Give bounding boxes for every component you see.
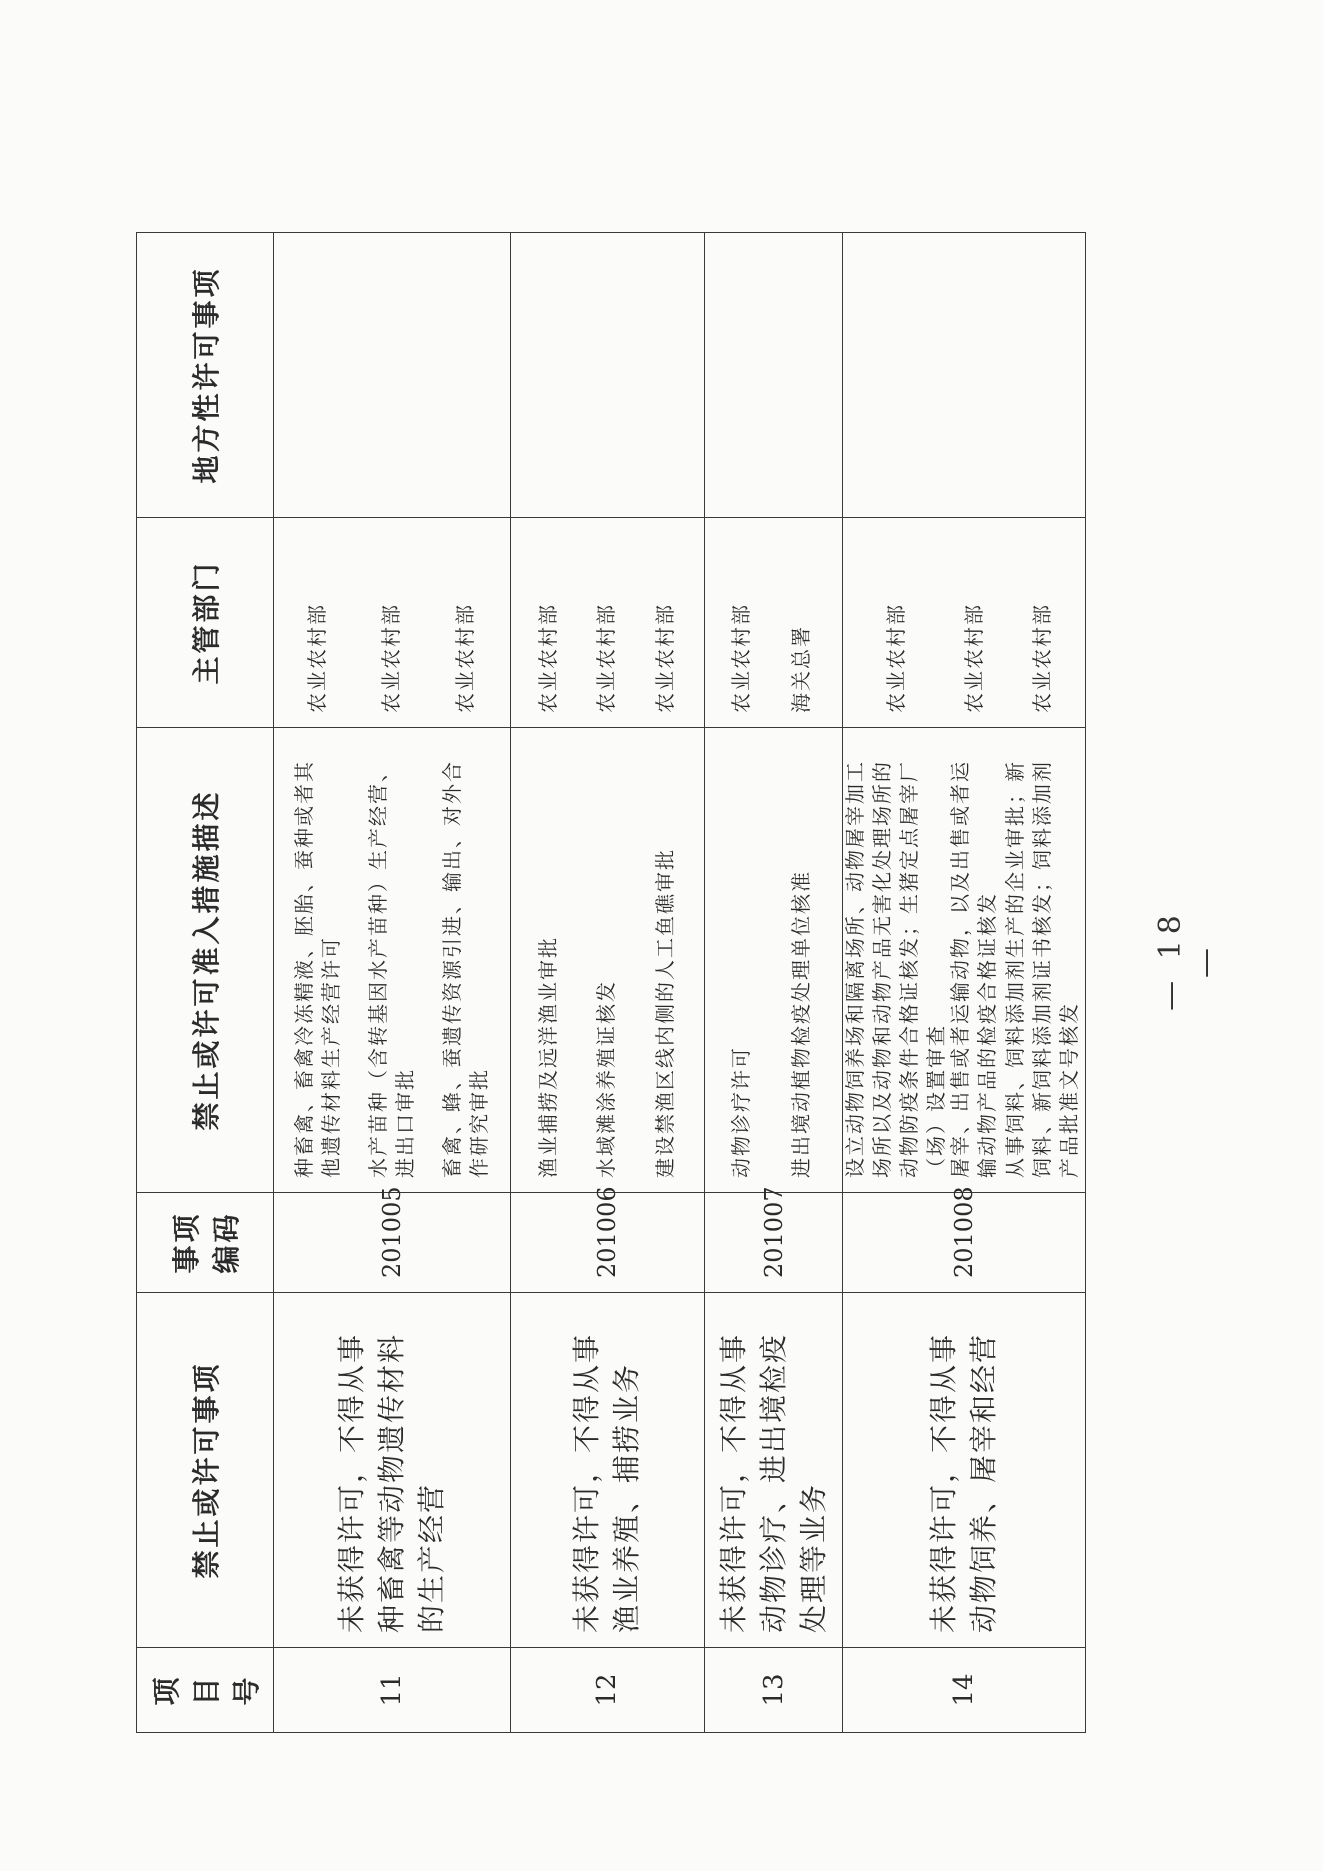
prohibited-item: 未获得许可，不得从事动物饲养、屠宰和经营 xyxy=(843,1293,1086,1648)
row-number: 11 xyxy=(274,1648,511,1733)
measure-text: 屠宰、出售或者运输动物，以及出售或者运输动物产品的检疫合格证核发 xyxy=(948,760,1000,1178)
measures-cell xyxy=(274,728,511,1193)
table-row xyxy=(705,233,843,1733)
table-header-row xyxy=(137,233,274,1733)
department-cell xyxy=(843,518,1086,728)
department-text: 农业农村部 xyxy=(883,603,908,713)
table-row xyxy=(843,233,1086,1733)
measure-text: 水产苗种（含转基因水产苗种）生产经营、进出口审批 xyxy=(365,760,417,1178)
department-text: 农业农村部 xyxy=(728,603,753,713)
table-row xyxy=(510,233,704,1733)
item-code: 201007 xyxy=(705,1193,843,1293)
row-number: 13 xyxy=(705,1648,843,1733)
item-code: 201005 xyxy=(274,1193,511,1293)
measures-cell xyxy=(843,728,1086,1193)
local-items-cell xyxy=(705,233,843,518)
department-text: 农业农村部 xyxy=(593,603,618,713)
department-text: 农业农村部 xyxy=(379,603,404,713)
local-items-cell xyxy=(510,233,704,518)
row-number: 12 xyxy=(510,1648,704,1733)
header-local-items: 地方性许可事项 xyxy=(137,233,274,518)
department-text: 农业农村部 xyxy=(652,603,677,713)
header-measures: 禁止或许可准入措施描述 xyxy=(137,728,274,1193)
department-text: 海关总署 xyxy=(788,625,813,713)
department-text: 农业农村部 xyxy=(453,603,478,713)
item-code: 201008 xyxy=(843,1193,1086,1293)
measure-text: 进出境动植物检疫处理单位核准 xyxy=(788,870,813,1178)
measure-text: 设立动物饲养场和隔离场所、动物屠宰加工场所以及动物和动物产品无害化处理场所的动物防疫条件合格证核发；生猪定点屠宰厂（场）设置审查 xyxy=(843,760,949,1178)
item-code: 201006 xyxy=(510,1193,704,1293)
header-project-no: 项目号 xyxy=(137,1648,274,1733)
department-cell xyxy=(705,518,843,728)
measure-text: 从事饲料、饲料添加剂生产的企业审批；新饲料、新饲料添加剂证书核发；饲料添加剂产品批准文号核发 xyxy=(1002,760,1081,1178)
local-items-cell xyxy=(843,233,1086,518)
row-number: 14 xyxy=(843,1648,1086,1733)
measure-text: 畜禽、蜂、蚕遗传资源引进、输出、对外合作研究审批 xyxy=(439,760,491,1178)
department-text: 农业农村部 xyxy=(535,603,560,713)
prohibited-item: 未获得许可，不得从事动物诊疗、进出境检疫处理等业务 xyxy=(705,1293,843,1648)
measure-text: 建设禁渔区线内侧的人工鱼礁审批 xyxy=(652,848,677,1178)
department-cell xyxy=(510,518,704,728)
local-items-cell xyxy=(274,233,511,518)
measures-cell xyxy=(705,728,843,1193)
header-prohibited-item: 禁止或许可事项 xyxy=(137,1293,274,1648)
table-row xyxy=(274,233,511,1733)
permit-table xyxy=(136,232,1086,1733)
measures-cell xyxy=(510,728,704,1193)
header-department: 主管部门 xyxy=(137,518,274,728)
page-number: — 18 — xyxy=(1153,909,1223,1011)
measure-text: 水域滩涂养殖证核发 xyxy=(593,980,618,1178)
prohibited-item: 未获得许可，不得从事渔业养殖、捕捞业务 xyxy=(510,1293,704,1648)
measure-text: 渔业捕捞及远洋渔业审批 xyxy=(535,936,560,1178)
measure-text: 动物诊疗许可 xyxy=(728,1046,753,1178)
rotated-table-page xyxy=(136,233,1086,1733)
department-text: 农业农村部 xyxy=(1029,603,1054,713)
department-cell xyxy=(274,518,511,728)
measure-text: 种畜禽、畜禽冷冻精液、胚胎、蚕种或者其他遗传材料生产经营许可 xyxy=(291,760,343,1178)
prohibited-item: 未获得许可，不得从事种畜禽等动物遗传材料的生产经营 xyxy=(274,1293,511,1648)
header-item-code: 事项编码 xyxy=(137,1193,274,1293)
department-text: 农业农村部 xyxy=(961,603,986,713)
department-text: 农业农村部 xyxy=(305,603,330,713)
